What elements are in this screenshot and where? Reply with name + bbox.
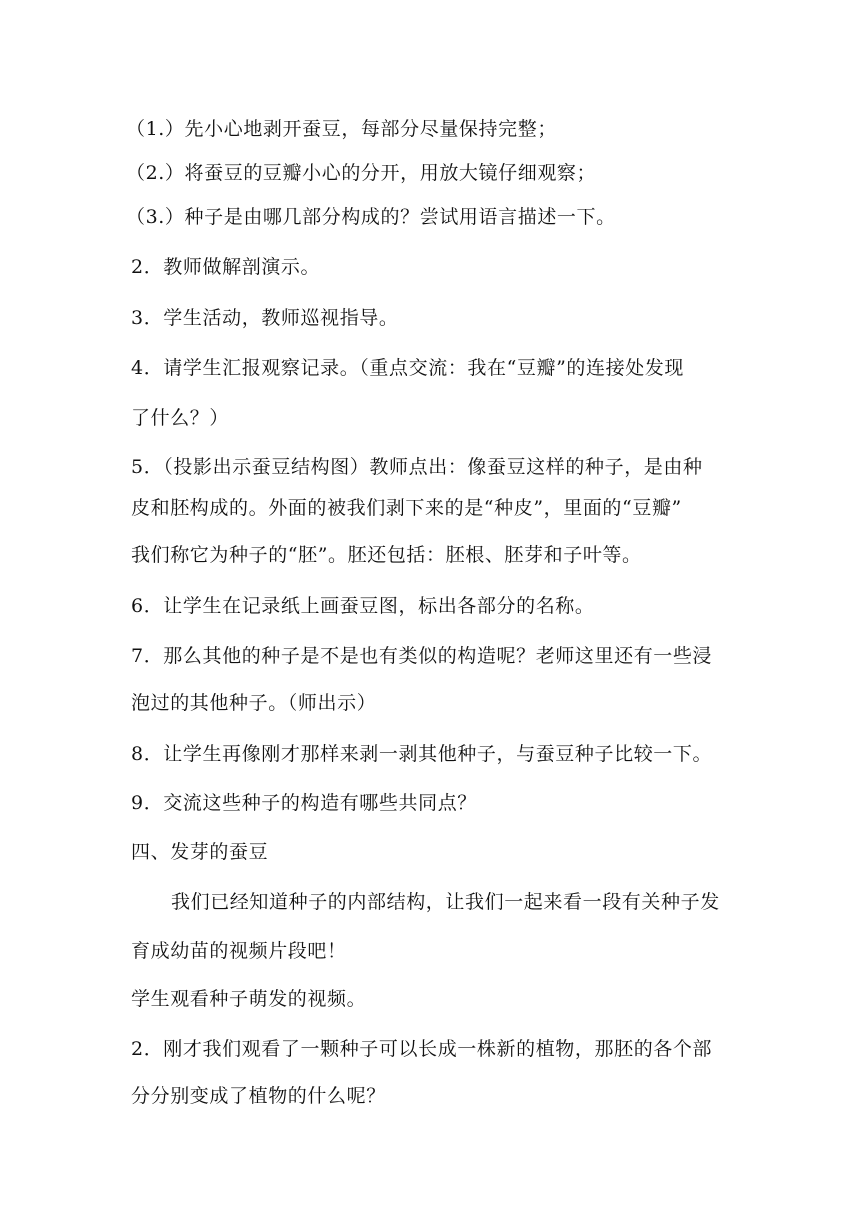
item-5-continued-line-2: 我们称它为种子的“胚”。胚还包括：胚根、胚芽和子叶等。 — [131, 544, 642, 566]
item-7-continued-line: 泡过的其他种子。（师出示） — [131, 692, 377, 714]
item-7-line: 7．那么其他的种子是不是也有类似的构造呢？老师这里还有一些浸 — [131, 645, 713, 667]
section-heading: 四、发芽的蚕豆 — [131, 841, 269, 863]
question-line: 2．刚才我们观看了一颗种子可以长成一株新的植物，那胚的各个部 — [131, 1038, 713, 1060]
item-9-line: 9．交流这些种子的构造有哪些共同点？ — [131, 792, 477, 814]
step-2-line: （2.）将蚕豆的豆瓣小心的分开，用放大镜仔细观察； — [126, 162, 597, 184]
paragraph-line-1: 我们已经知道种子的内部结构，让我们一起来看一段有关种子发 — [171, 891, 720, 913]
paragraph-line-2: 育成幼苗的视频片段吧！ — [131, 940, 347, 962]
item-4-line: 4．请学生汇报观察记录。（重点交流：我在“豆瓣”的连接处发现 — [131, 357, 685, 379]
question-continued-line: 分分别变成了植物的什么呢？ — [131, 1085, 386, 1107]
item-5-continued-line-1: 皮和胚构成的。外面的被我们剥下来的是“种皮”，里面的“豆瓣” — [131, 497, 682, 519]
step-3-line: （3.）种子是由哪几部分构成的？尝试用语言描述一下。 — [126, 206, 616, 228]
item-3-line: 3．学生活动，教师巡视指导。 — [131, 307, 399, 329]
item-8-line: 8．让学生再像刚才那样来剥一剥其他种子，与蚕豆种子比较一下。 — [131, 743, 713, 765]
item-2-line: 2．教师做解剖演示。 — [131, 256, 321, 278]
item-4-continued-line: 了什么？） — [131, 407, 230, 429]
item-5-line: 5．（投影出示蚕豆结构图）教师点出：像蚕豆这样的种子，是由种 — [131, 456, 703, 478]
video-note-line: 学生观看种子萌发的视频。 — [131, 988, 367, 1010]
step-1-line: （1.）先小心地剥开蚕豆，每部分尽量保持完整； — [126, 118, 557, 140]
item-6-line: 6．让学生在记录纸上画蚕豆图，标出各部分的名称。 — [131, 595, 595, 617]
